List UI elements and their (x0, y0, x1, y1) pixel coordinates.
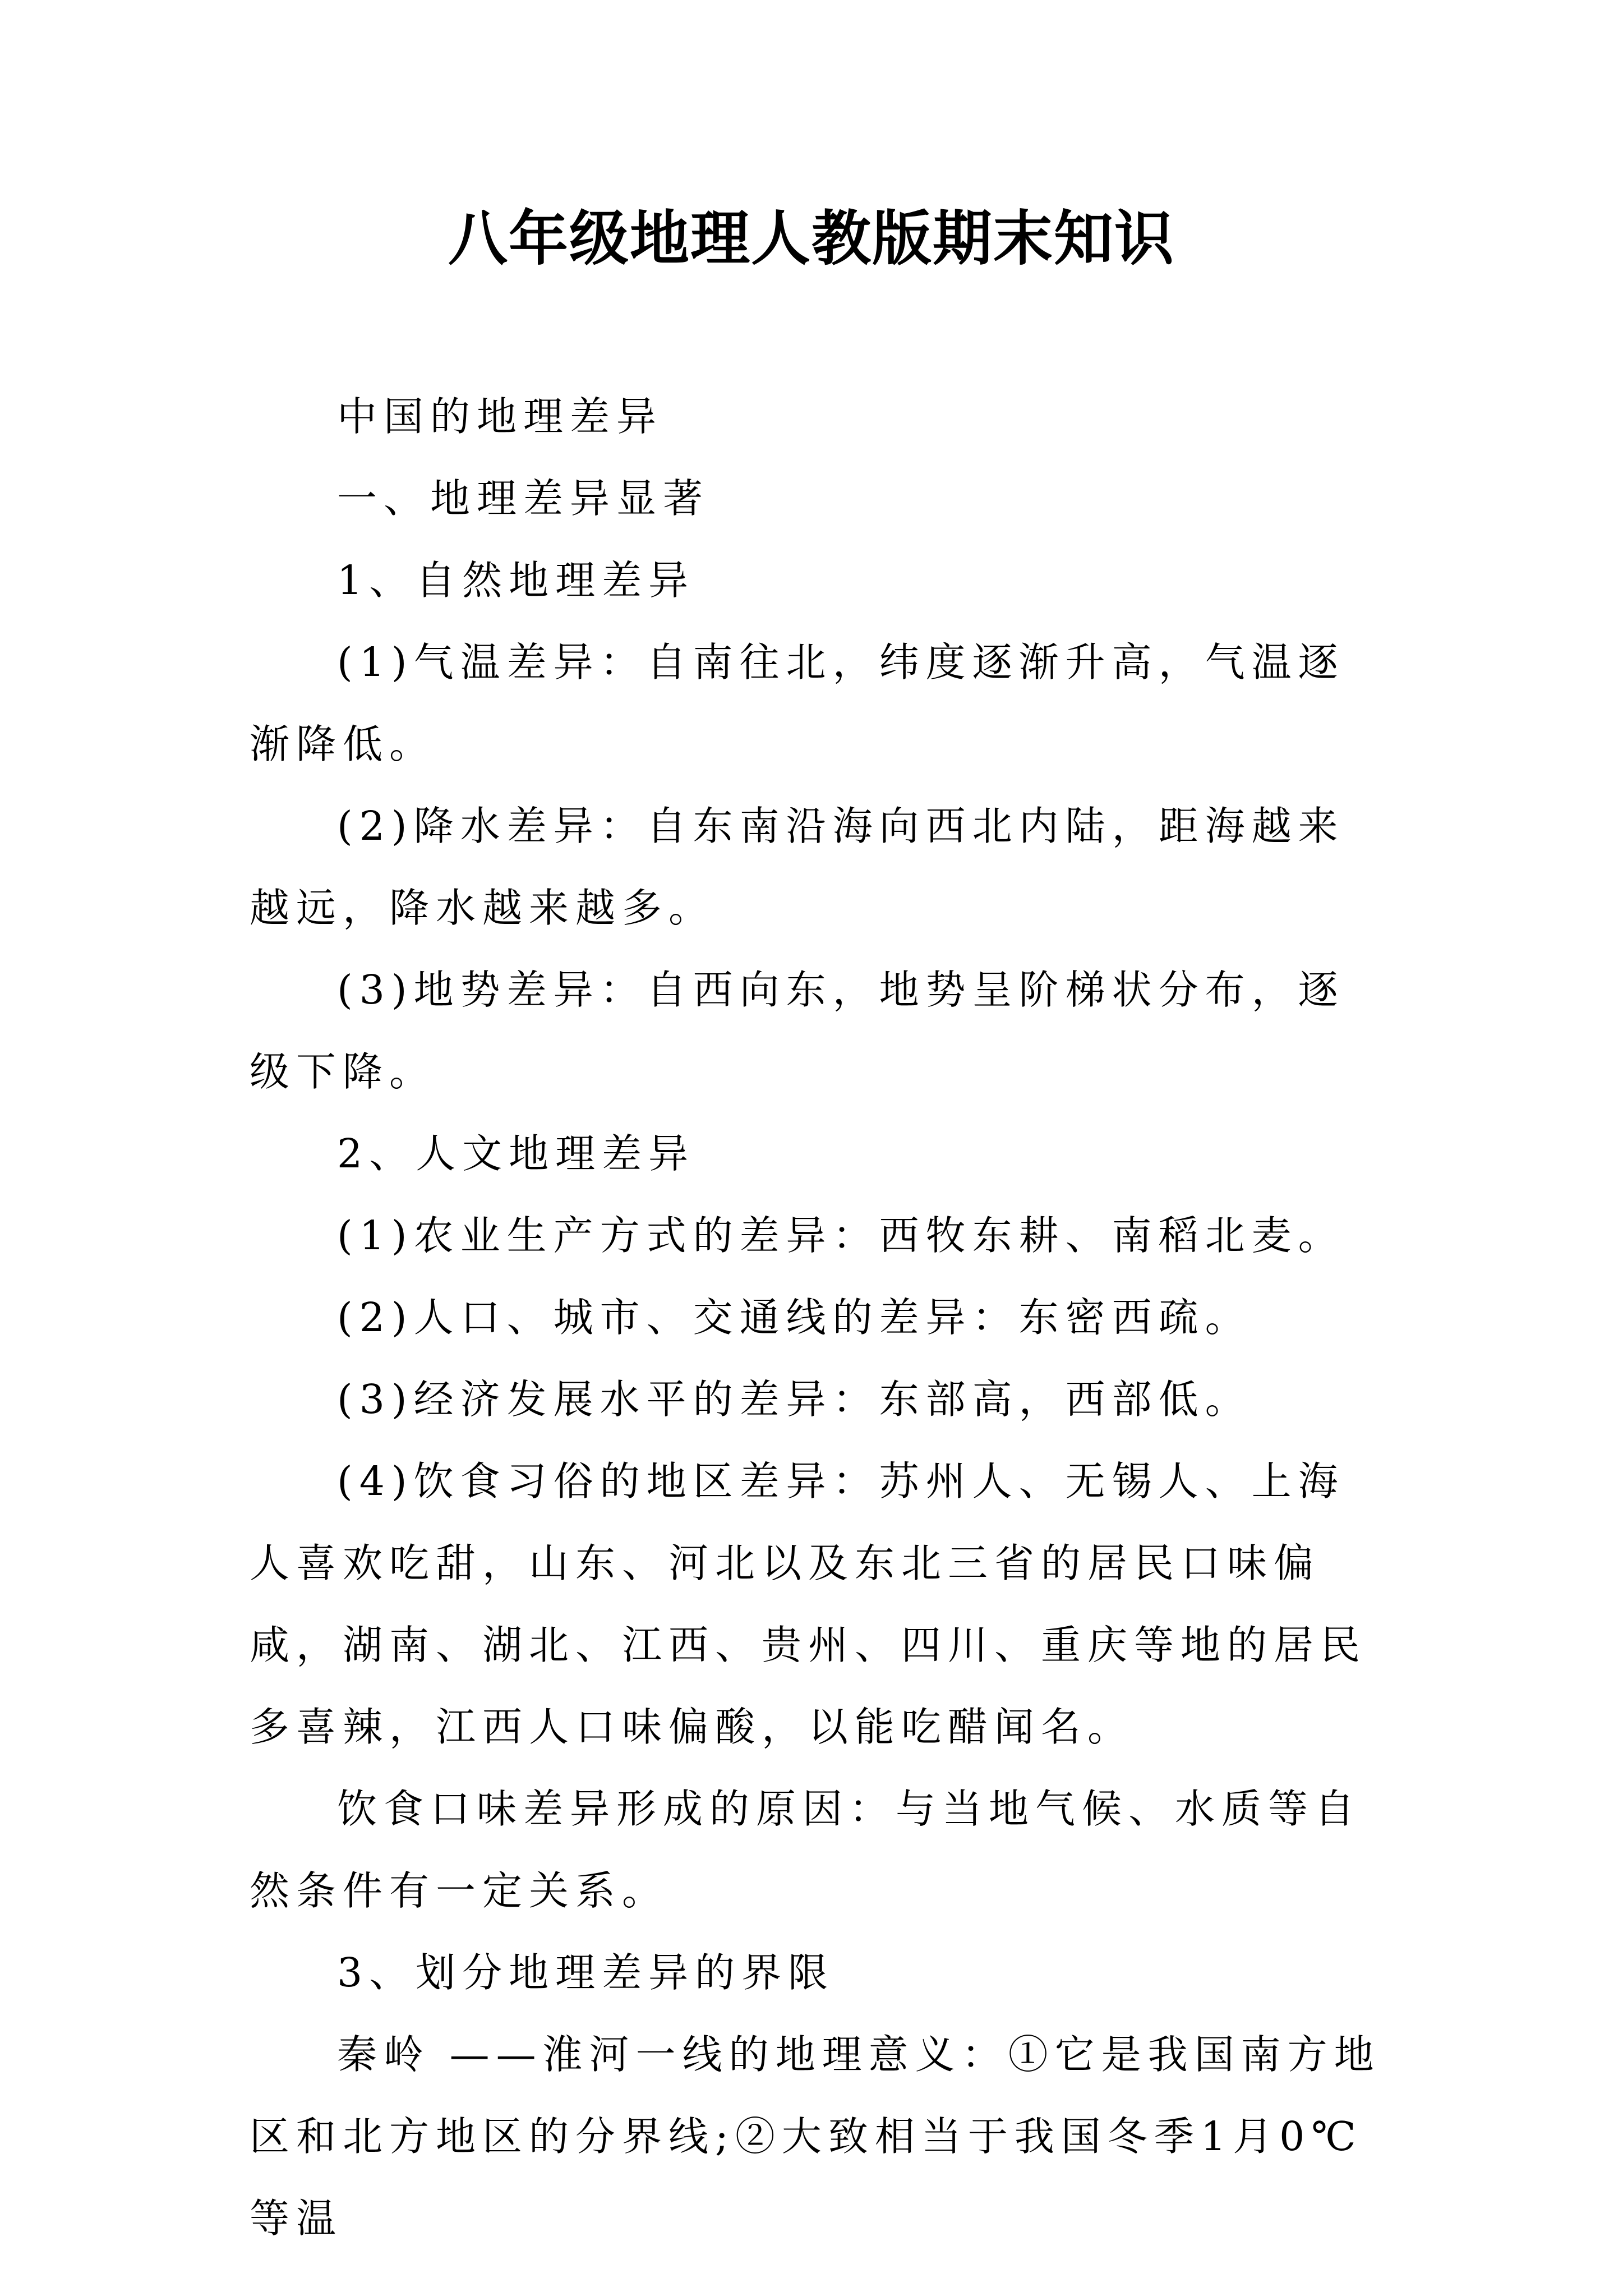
paragraph-qinling-huaihe: 秦岭 ——淮河一线的地理意义：①它是我国南方地区和北方地区的分界线;②大致相当于我国冬季1月0℃等温 (250, 2031, 1381, 2242)
paragraph-diet-reason: 饮食口味差异形成的原因：与当地气候、水质等自然条件有一定关系。 (250, 1786, 1362, 1914)
paragraph-precipitation: (2)降水差异：自东南沿海向西北内陆，距海越来越远，降水越来越多。 (250, 803, 1345, 931)
paragraph-subheading-boundary: 3、划分地理差异的界限 (337, 1949, 835, 1996)
paragraph-economy: (3)经济发展水平的差异：东部高，西部低。 (337, 1376, 1252, 1423)
paragraph-agriculture: (1)农业生产方式的差异：西牧东耕、南稻北麦。 (337, 1212, 1345, 1259)
paragraph-temperature: (1)气温差异：自南往北，纬度逐渐升高，气温逐渐降低。 (250, 639, 1345, 767)
paragraph-diet: (4)饮食习俗的地区差异：苏州人、无锡人、上海人喜欢吃甜，山东、河北以及东北三省的居民口味偏咸，湖南、湖北、江西、贵州、四川、重庆等地的居民多喜辣，江西人口味偏酸，以能吃醋闻名。 (250, 1458, 1367, 1750)
document-body (250, 376, 1385, 2260)
paragraph-population: (2)人口、城市、交通线的差异：东密西疏。 (337, 1294, 1252, 1341)
document-title: 八年级地理人教版期末知识 (448, 203, 1175, 273)
paragraph-section-heading: 中国的地理差异 (337, 393, 663, 440)
paragraph-terrain: (3)地势差异：自西向东，地势呈阶梯状分布，逐级下降。 (250, 967, 1345, 1095)
paragraph-subheading-natural: 1、自然地理差异 (337, 557, 695, 604)
paragraph-subheading-human: 2、人文地理差异 (337, 1130, 695, 1177)
paragraph-heading-1: 一、地理差异显著 (337, 475, 710, 522)
